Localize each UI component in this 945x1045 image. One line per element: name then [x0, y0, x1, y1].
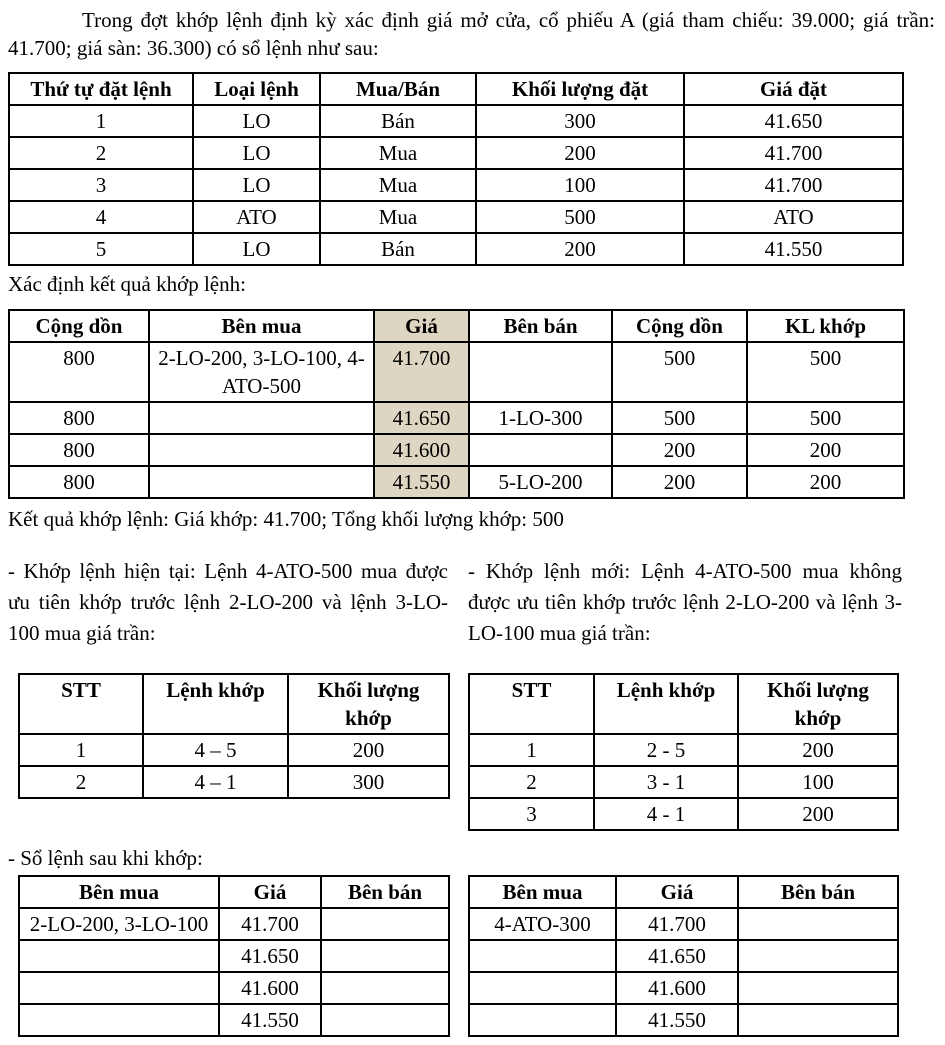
table-cell — [738, 972, 898, 1004]
table-cell: 800 — [9, 342, 149, 402]
table-row — [469, 1004, 898, 1036]
table-cell: Mua — [320, 137, 476, 169]
table-cell: 41.700 — [374, 342, 469, 402]
table-header-row — [469, 674, 898, 734]
table-cell — [738, 1004, 898, 1036]
table-header-row — [19, 674, 449, 734]
order-book-table — [8, 72, 904, 266]
table-header-cell: Bên bán — [738, 876, 898, 908]
table-cell: 41.550 — [374, 466, 469, 498]
table-header-cell: Khối lượng khớp — [288, 674, 449, 734]
table-header-cell: Bên mua — [469, 876, 616, 908]
table-row — [9, 402, 904, 434]
table-cell: 500 — [747, 342, 904, 402]
table-cell: 2-LO-200, 3-LO-100 — [19, 908, 219, 940]
table-header-cell: Cộng dồn — [612, 310, 747, 342]
matching-result-line: Kết quả khớp lệnh: Giá khớp: 41.700; Tổng khối lượng khớp: 500 — [8, 507, 564, 531]
table-cell: 41.700 — [219, 908, 321, 940]
table-row — [469, 734, 898, 766]
table-cell: 1 — [19, 734, 143, 766]
table-row — [19, 972, 449, 1004]
table-header-cell: STT — [19, 674, 143, 734]
after-book-right-slot — [468, 875, 902, 1037]
table-cell: LO — [193, 233, 320, 265]
new-match-slot — [468, 673, 902, 831]
table-header-row — [469, 876, 898, 908]
table-header-row — [9, 310, 904, 342]
notes-columns — [8, 556, 935, 649]
table-row — [469, 940, 898, 972]
current-match-table — [18, 673, 450, 799]
table-header-cell: Khối lượng khớp — [738, 674, 898, 734]
table-cell: 3 - 1 — [594, 766, 738, 798]
new-match-table — [468, 673, 899, 831]
table-cell: 300 — [288, 766, 449, 798]
table-cell: 2 - 5 — [594, 734, 738, 766]
table-cell: 4-ATO-300 — [469, 908, 616, 940]
table-header-cell: Giá — [219, 876, 321, 908]
table-cell — [149, 402, 374, 434]
table-cell: Bán — [320, 233, 476, 265]
table-cell: 500 — [612, 342, 747, 402]
table-cell: 3 — [469, 798, 594, 830]
table-cell: 200 — [738, 734, 898, 766]
table-row — [19, 766, 449, 798]
table-cell — [321, 940, 449, 972]
table-header-cell: Bên bán — [321, 876, 449, 908]
table-row — [9, 233, 903, 265]
table-cell: 3 — [9, 169, 193, 201]
current-note-column — [8, 556, 448, 649]
after-book-left-slot — [8, 875, 448, 1037]
table-cell: 41.600 — [374, 434, 469, 466]
table-cell: 2 — [19, 766, 143, 798]
table-cell — [469, 972, 616, 1004]
table-cell: LO — [193, 105, 320, 137]
current-match-note: - Khớp lệnh hiện tại: Lệnh 4-ATO-500 mua được ưu tiên khớp trước lệnh 2-LO-200 và lệnh 3-LO-100 mua giá trần: — [8, 559, 448, 645]
new-match-note: - Khớp lệnh mới: Lệnh 4-ATO-500 mua không được ưu tiên khớp trước lệnh 2-LO-200 và lệnh 3-LO-100 mua giá trần: — [468, 559, 902, 645]
after-book-tables-row — [8, 875, 935, 1037]
table-cell: 200 — [476, 137, 684, 169]
table-cell — [149, 434, 374, 466]
table-cell: 1-LO-300 — [469, 402, 612, 434]
table-cell: 4 - 1 — [594, 798, 738, 830]
table-cell — [738, 940, 898, 972]
table-cell: 2-LO-200, 3-LO-100, 4-ATO-500 — [149, 342, 374, 402]
table-cell — [469, 434, 612, 466]
table-cell — [469, 940, 616, 972]
table-cell: 500 — [612, 402, 747, 434]
table-cell: 41.700 — [684, 169, 903, 201]
table-header-cell: Bên mua — [149, 310, 374, 342]
table-cell: 200 — [476, 233, 684, 265]
table-cell: 41.700 — [616, 908, 738, 940]
table-cell: ATO — [684, 201, 903, 233]
table-cell: 5-LO-200 — [469, 466, 612, 498]
table-row — [19, 908, 449, 940]
after-book-heading: - Sổ lệnh sau khi khớp: — [8, 846, 203, 870]
table-row — [469, 972, 898, 1004]
table-cell: 41.600 — [219, 972, 321, 1004]
table-cell: 41.550 — [684, 233, 903, 265]
table-row — [9, 105, 903, 137]
table-header-cell: Loại lệnh — [193, 73, 320, 105]
table-cell: 41.650 — [219, 940, 321, 972]
table-cell: 200 — [612, 466, 747, 498]
table-cell — [19, 940, 219, 972]
table-cell: 41.700 — [684, 137, 903, 169]
table-row — [469, 798, 898, 830]
table-cell — [149, 466, 374, 498]
after-book-left-table — [18, 875, 450, 1037]
table-header-cell: Khối lượng đặt — [476, 73, 684, 105]
table-cell: LO — [193, 137, 320, 169]
table-cell: 200 — [747, 466, 904, 498]
table-cell: 41.650 — [616, 940, 738, 972]
table-row — [9, 201, 903, 233]
table-cell: 4 — [9, 201, 193, 233]
table-row — [469, 766, 898, 798]
table-header-cell: Mua/Bán — [320, 73, 476, 105]
table-header-cell: Lệnh khớp — [594, 674, 738, 734]
table-cell: 41.650 — [684, 105, 903, 137]
table-cell — [19, 972, 219, 1004]
table-cell: 200 — [738, 798, 898, 830]
table-cell: 41.550 — [219, 1004, 321, 1036]
intro-paragraph: Trong đợt khớp lệnh định kỳ xác định giá mở cửa, cổ phiếu A (giá tham chiếu: 39.000; giá trần: 41.700; giá sàn: 36.300) có sổ lệnh như sau: — [8, 8, 935, 60]
table-cell: 100 — [476, 169, 684, 201]
table-cell: 800 — [9, 466, 149, 498]
table-header-cell: KL khớp — [747, 310, 904, 342]
table-cell: 500 — [476, 201, 684, 233]
current-match-slot — [8, 673, 448, 799]
table-header-cell: Giá đặt — [684, 73, 903, 105]
table-cell — [738, 908, 898, 940]
table-header-cell: Giá — [374, 310, 469, 342]
table-cell: 500 — [747, 402, 904, 434]
table-header-cell: Giá — [616, 876, 738, 908]
table-cell: Bán — [320, 105, 476, 137]
table-cell — [321, 908, 449, 940]
table-cell: 5 — [9, 233, 193, 265]
table-row — [469, 908, 898, 940]
table-row — [9, 434, 904, 466]
table-cell: Mua — [320, 201, 476, 233]
table-header-row — [19, 876, 449, 908]
table-row — [9, 169, 903, 201]
table-cell: 1 — [9, 105, 193, 137]
table-cell: 200 — [612, 434, 747, 466]
new-note-column — [468, 556, 902, 649]
table-row — [19, 734, 449, 766]
table-header-cell: Thứ tự đặt lệnh — [9, 73, 193, 105]
table-cell: 300 — [476, 105, 684, 137]
table-cell: Mua — [320, 169, 476, 201]
table-header-cell: Bên mua — [19, 876, 219, 908]
table-cell: 4 – 1 — [143, 766, 288, 798]
table-cell: 800 — [9, 402, 149, 434]
table-cell: 2 — [9, 137, 193, 169]
table-cell: 200 — [288, 734, 449, 766]
table-cell: 4 – 5 — [143, 734, 288, 766]
table-cell — [321, 1004, 449, 1036]
table-header-cell: Cộng dồn — [9, 310, 149, 342]
table-header-cell: STT — [469, 674, 594, 734]
table-header-row — [9, 73, 903, 105]
table-header-cell: Bên bán — [469, 310, 612, 342]
after-book-right-table — [468, 875, 899, 1037]
table-cell: 100 — [738, 766, 898, 798]
table-cell — [19, 1004, 219, 1036]
table-cell: 200 — [747, 434, 904, 466]
table-row — [19, 940, 449, 972]
table-cell: 800 — [9, 434, 149, 466]
table-cell: LO — [193, 169, 320, 201]
table-row — [9, 466, 904, 498]
table-row — [9, 137, 903, 169]
table-row — [19, 1004, 449, 1036]
table-cell: 1 — [469, 734, 594, 766]
table-cell: ATO — [193, 201, 320, 233]
matching-result-table — [8, 309, 905, 499]
match-tables-row — [8, 673, 935, 831]
table-cell: 41.600 — [616, 972, 738, 1004]
table-cell: 41.650 — [374, 402, 469, 434]
table-cell: 41.550 — [616, 1004, 738, 1036]
table-cell: 2 — [469, 766, 594, 798]
table-header-cell: Lệnh khớp — [143, 674, 288, 734]
table-row — [9, 342, 904, 402]
table-cell — [321, 972, 449, 1004]
matching-heading: Xác định kết quả khớp lệnh: — [8, 272, 246, 296]
table-cell — [469, 1004, 616, 1036]
table-cell — [469, 342, 612, 402]
